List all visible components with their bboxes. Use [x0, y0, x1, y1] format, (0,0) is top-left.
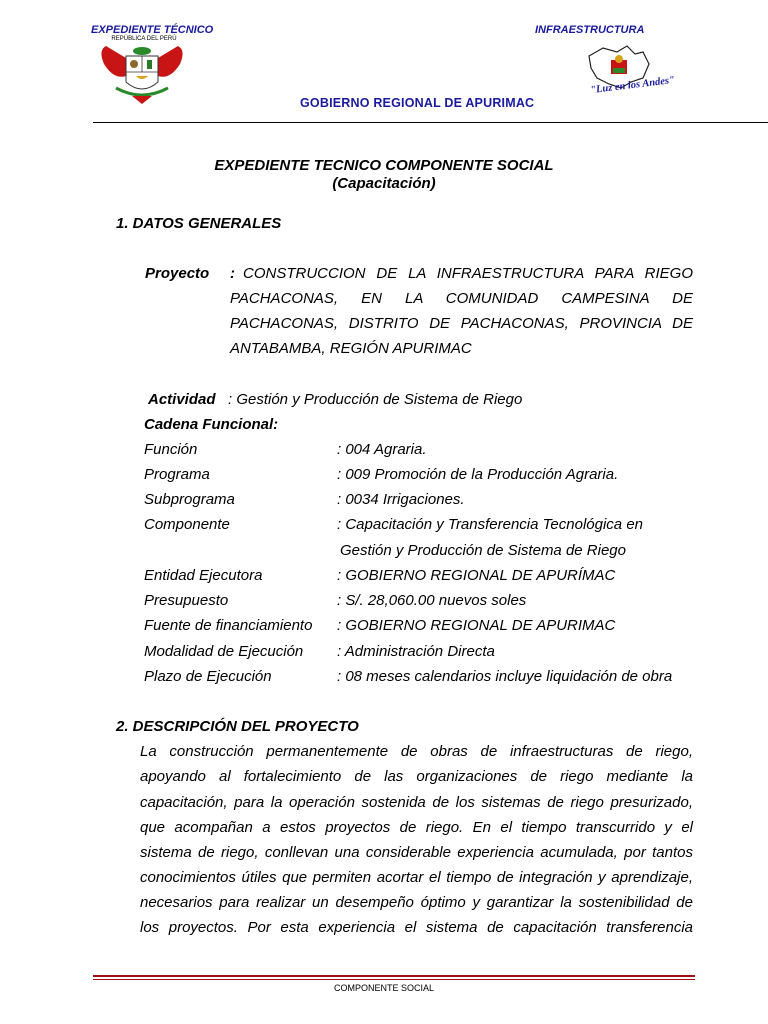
field-label: Subprograma: [144, 491, 235, 508]
proyecto-line: CONSTRUCCION DE LA INFRAESTRUCTURA PARA RIEGO: [243, 265, 693, 282]
field-value: Gestión y Producción de Sistema de Riego: [340, 542, 626, 559]
paragraph-line: sistema de riego, conllevan una considerable experiencia acumulada, por tantos: [140, 844, 693, 861]
cadena-funcional-label: Cadena Funcional:: [144, 416, 279, 433]
paragraph-line: La construcción permanentemente de obras de infraestructuras de riego,: [140, 743, 693, 760]
proyecto-label: Proyecto: [145, 265, 210, 282]
seal-caption: REPÚBLICA DEL PERÚ: [111, 36, 177, 42]
paragraph-line: apoyando al fortalecimiento de las organizaciones de riego mediante la: [140, 768, 693, 785]
footer-label: COMPONENTE SOCIAL: [333, 983, 434, 993]
field-label: Plazo de Ejecución: [144, 668, 272, 685]
paragraph-line: necesarios para realizar un desempeño óptimo y garantizar la sostenibilidad de: [140, 894, 693, 911]
document-subtitle: (Capacitación): [332, 175, 436, 192]
regional-motto: "Luz en los Andes": [589, 74, 676, 97]
field-label: Entidad Ejecutora: [144, 567, 263, 584]
field-value: : Administración Directa: [337, 643, 495, 660]
field-value: : GOBIERNO REGIONAL DE APURIMAC: [337, 617, 616, 634]
paragraph-line: los proyectos. Por esta experiencia el sistema de capacitación transferencia: [140, 919, 693, 936]
footer-divider-thin: [93, 979, 695, 980]
proyecto-line: PACHACONAS, EN LA COMUNIDAD CAMPESINA DE: [230, 290, 693, 307]
section-2-heading: 2. DESCRIPCIÓN DEL PROYECTO: [116, 718, 359, 735]
header-divider: [93, 122, 768, 123]
actividad-value: : Gestión y Producción de Sistema de Riego: [228, 391, 523, 408]
field-value: : Capacitación y Transferencia Tecnológica en: [337, 516, 644, 533]
apurimac-region-logo: [583, 42, 693, 110]
proyecto-line: PACHACONAS, DISTRITO DE PACHACONAS, PROVINCIA DE: [230, 315, 693, 332]
document-title: EXPEDIENTE TECNICO COMPONENTE SOCIAL: [214, 157, 554, 174]
field-label: Componente: [144, 516, 230, 533]
actividad-label: Actividad: [148, 391, 216, 408]
header-right-label: INFRAESTRUCTURA: [535, 24, 645, 36]
field-label: Programa: [144, 466, 210, 483]
section-1-heading: 1. DATOS GENERALES: [116, 215, 282, 232]
field-label: Presupuesto: [144, 592, 229, 609]
peru-coat-of-arms-logo: [96, 36, 188, 106]
field-value: : S/. 28,060.00 nuevos soles: [337, 592, 527, 609]
header-center-label: GOBIERNO REGIONAL DE APURIMAC: [300, 96, 535, 110]
field-value: : 004 Agraria.: [337, 441, 427, 458]
field-value: : 08 meses calendarios incluye liquidación de obra: [337, 668, 673, 685]
field-label: Función: [144, 441, 198, 458]
paragraph-line: que acompañan a estos proyectos de riego. En el tiempo transcurrido y el: [140, 819, 693, 836]
field-value: : GOBIERNO REGIONAL DE APURÍMAC: [337, 567, 616, 584]
paragraph-line: conocimientos útiles que permiten acortar el tiempo de integración y aprendizaje,: [140, 869, 693, 886]
proyecto-separator: :: [230, 265, 235, 282]
footer-divider: [93, 975, 695, 977]
field-label: Fuente de financiamiento: [144, 617, 313, 634]
field-value: : 009 Promoción de la Producción Agraria.: [337, 466, 619, 483]
field-label: Modalidad de Ejecución: [144, 643, 304, 660]
field-value: : 0034 Irrigaciones.: [337, 491, 465, 508]
proyecto-line: ANTABAMBA, REGIÓN APURIMAC: [230, 340, 472, 357]
paragraph-line: capacitación, para la operación sostenida de los sistemas de riego presurizado,: [140, 794, 693, 811]
header-left-label: EXPEDIENTE TÉCNICO: [91, 24, 214, 36]
